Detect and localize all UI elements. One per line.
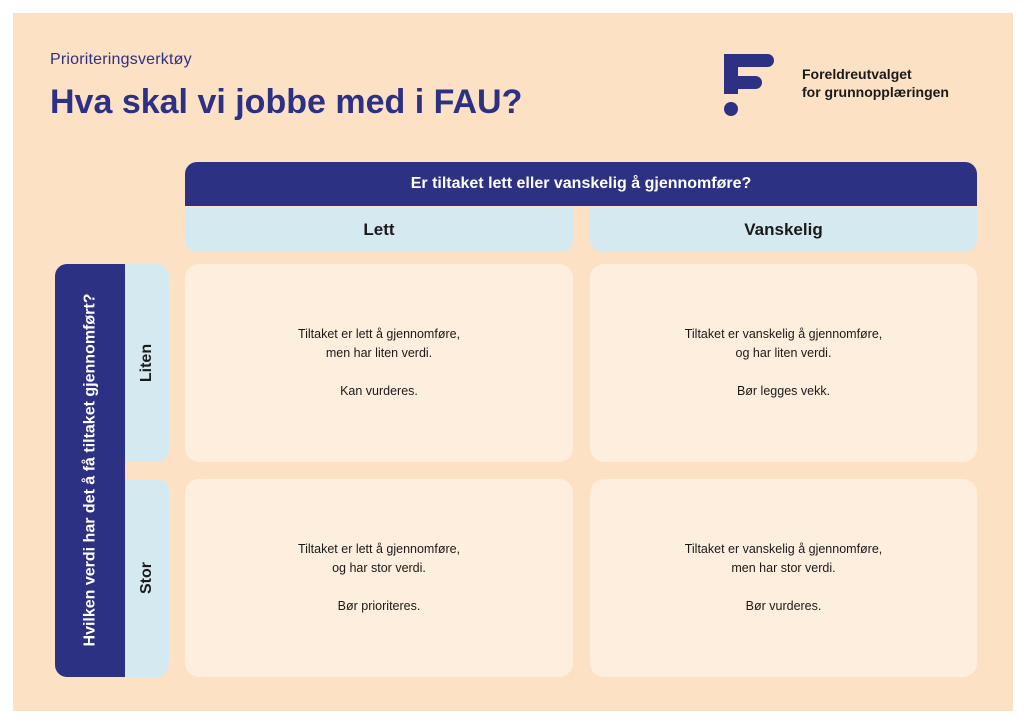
cell-vanskelig-liten (590, 264, 977, 462)
cell-lett-stor (185, 479, 573, 677)
cell-lett-liten (185, 264, 573, 462)
cell-text-line: men har stor verdi. (731, 561, 836, 575)
cell-text-line: og har liten verdi. (735, 346, 832, 360)
value-question-header (55, 264, 125, 677)
logo-wordmark (802, 65, 949, 101)
column-header-vanskelig: Vanskelig (590, 208, 977, 252)
row-label-stor: Stor (138, 562, 155, 594)
value-question-text: Hvilken verdi har det å få tiltaket gjennomført? (81, 293, 99, 647)
cell-verdict: Bør prioriteres. (337, 599, 421, 613)
priority-matrix-page (13, 13, 1013, 711)
cell-verdict: Bør legges vekk. (736, 384, 831, 398)
row-label-liten: Liten (138, 343, 155, 383)
row-header-liten (125, 264, 169, 462)
logo-text-line-2: for grunnopplæringen (802, 84, 949, 100)
row-header-stor (125, 479, 169, 677)
cell-text-line: men har liten verdi. (325, 346, 433, 360)
logo-text-line-1: Foreldreutvalget (802, 66, 912, 82)
cell-text-line: Tiltaket er vanskelig å gjennomføre, (684, 542, 883, 556)
cell-text-line: Tiltaket er vanskelig å gjennomføre, (684, 327, 883, 341)
page-subtitle: Prioriteringsverktøy (50, 51, 192, 68)
difficulty-question-header: Er tiltaket lett eller vanskelig å gjennomføre? (185, 162, 977, 206)
cell-text-line: Tiltaket er lett å gjennomføre, (297, 542, 461, 556)
cell-vanskelig-stor (590, 479, 977, 677)
cell-verdict: Kan vurderes. (340, 384, 418, 398)
cell-verdict: Bør vurderes. (745, 599, 822, 613)
column-header-lett: Lett (185, 208, 573, 252)
cell-text-line: og har stor verdi. (332, 561, 426, 575)
cell-text-line: Tiltaket er lett å gjennomføre, (297, 327, 461, 341)
foreldreutvalget-f-logo-icon (724, 54, 774, 116)
page-title: Hva skal vi jobbe med i FAU? (50, 83, 523, 121)
